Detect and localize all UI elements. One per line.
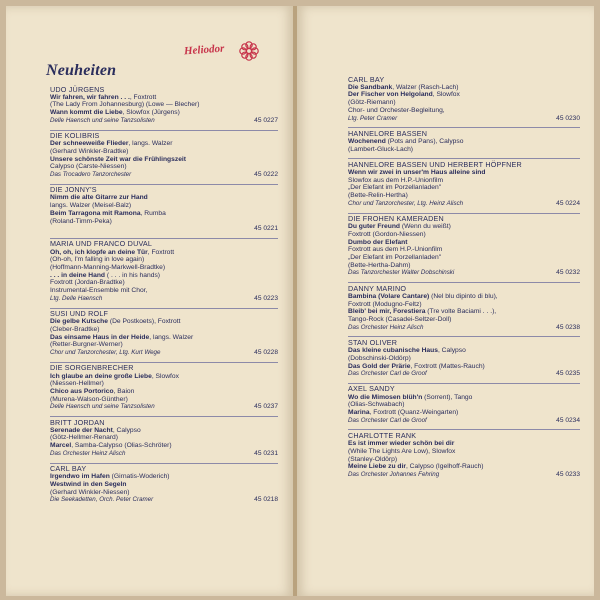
orchestra-line xyxy=(348,324,580,332)
release-entry xyxy=(348,336,580,378)
song-line xyxy=(50,109,278,117)
song-line xyxy=(348,293,580,301)
release-entry xyxy=(348,282,580,331)
song-details: (Niessen-Hellmer) xyxy=(50,380,104,388)
left-release-list xyxy=(50,84,278,509)
song-line xyxy=(50,434,278,442)
song-title: Beim Tarragona mit Ramona xyxy=(50,209,141,217)
song-line xyxy=(348,91,580,99)
artist-name: MARIA UND FRANCO DUVAL xyxy=(50,238,278,248)
song-line xyxy=(348,84,580,92)
song-details: (Tre volte Baciami . . .), xyxy=(425,308,497,316)
release-entry xyxy=(50,130,278,179)
artist-name: DIE FROHEN KAMERADEN xyxy=(348,213,580,223)
song-line xyxy=(50,287,278,295)
catalog-number: 45 0230 xyxy=(556,114,580,122)
song-title: Das kleine cubanische Haus xyxy=(348,347,438,355)
song-title: Serenade der Nacht xyxy=(50,426,113,434)
song-line xyxy=(50,427,278,435)
song-details: , Calypso (Igelhoff-Rauch) xyxy=(405,463,484,471)
song-line xyxy=(50,473,278,481)
song-title: Westwind in den Segeln xyxy=(50,480,127,488)
song-details: Foxtrott aus dem H.P.-Unionfilm xyxy=(348,246,443,254)
song-title: Oh, oh, ich klopfe an deine Tür xyxy=(50,248,148,256)
catalog-number: 45 0233 xyxy=(556,470,580,478)
song-line xyxy=(348,107,580,115)
song-title: Wenn wir zwei in unser'm Haus alleine sind xyxy=(348,169,486,177)
song-details: Foxtrott (Gordon-Niessen) xyxy=(348,230,426,238)
song-details: (Sorrent), Tango xyxy=(422,393,473,401)
song-details: Slowfox aus dem H.P.-Unionfilm xyxy=(348,176,444,184)
song-title: Wochenend xyxy=(348,137,386,145)
song-title: Dumbo der Elefant xyxy=(348,238,408,246)
song-details: (Dobschinski-Oldörp) xyxy=(348,354,411,362)
orchestra-name: Ltg. Peter Cramer xyxy=(348,114,398,122)
song-details: , langs. Walzer xyxy=(128,140,173,148)
song-details: (Oh-oh, I'm falling in love again) xyxy=(50,256,145,264)
song-line xyxy=(50,396,278,404)
artist-name: BRITT JORDAN xyxy=(50,416,278,426)
release-entry xyxy=(50,184,278,233)
song-line xyxy=(348,246,580,254)
song-line xyxy=(50,489,278,497)
song-title: Du guter Freund xyxy=(348,223,401,231)
song-line xyxy=(50,341,278,349)
artist-name: DIE KOLIBRIS xyxy=(50,130,278,140)
song-line xyxy=(50,380,278,388)
song-details: „Der Elefant im Porzellanladen" xyxy=(348,184,442,192)
song-line xyxy=(348,308,580,316)
release-entry xyxy=(50,308,278,357)
song-line xyxy=(50,163,278,171)
orchestra-name: Das Orchester Carl de Groof xyxy=(348,416,427,424)
song-details: (Gerhard Winkler-Bradtke) xyxy=(50,147,129,155)
song-details: (Cleber-Bradtke) xyxy=(50,325,100,333)
song-line xyxy=(348,192,580,200)
booklet-spine xyxy=(293,6,297,596)
release-entry xyxy=(50,238,278,303)
song-details: (Nel blu dipinto di blu), xyxy=(429,292,498,300)
song-details: , Calypso xyxy=(437,347,466,355)
song-details: , Walzer (Rasch-Lach) xyxy=(392,83,459,91)
song-title: Bleib' bei mir, Forestiera xyxy=(348,308,426,316)
song-line xyxy=(348,409,580,417)
song-details: (Murena-Walson-Günther) xyxy=(50,395,128,403)
song-line xyxy=(50,256,278,264)
catalog-number: 45 0223 xyxy=(254,294,278,302)
song-line xyxy=(348,456,580,464)
song-line xyxy=(50,272,278,280)
song-line xyxy=(348,394,580,402)
song-title: Die Sandbank xyxy=(348,83,393,91)
song-line xyxy=(50,334,278,342)
song-line xyxy=(348,363,580,371)
song-line xyxy=(50,202,278,210)
release-entry xyxy=(348,158,580,207)
song-title: . . . in deine Hand xyxy=(50,271,105,279)
song-details: , Slowfox xyxy=(151,372,179,380)
orchestra-name: Delle Haensch und seine Tanzsolisten xyxy=(50,116,155,124)
orchestra-line xyxy=(348,370,580,378)
song-line xyxy=(348,463,580,471)
song-line xyxy=(50,210,278,218)
song-details: (Stanley-Oldörp) xyxy=(348,455,398,463)
song-details: , Foxtrott (Quanz-Weingarten) xyxy=(369,409,459,417)
artist-name: AXEL SANDY xyxy=(348,383,580,393)
song-details: Calypso (Carste-Niessen) xyxy=(50,163,127,171)
song-details: Foxtrott (Jordan-Bradtke) xyxy=(50,279,125,287)
release-entry xyxy=(348,429,580,478)
song-line xyxy=(50,148,278,156)
song-line xyxy=(50,279,278,287)
song-line xyxy=(50,318,278,326)
orchestra-line xyxy=(348,471,580,479)
release-entry xyxy=(348,213,580,278)
song-title: Wann kommt die Liebe xyxy=(50,109,123,117)
song-details: (The Lady From Johannesburg) (Lowe — Blecher) xyxy=(50,101,200,109)
song-details: , langs. Walzer xyxy=(149,333,194,341)
song-details: Foxtrott (Modugno-Feltz) xyxy=(348,300,422,308)
release-entry xyxy=(50,84,278,125)
song-details: ( . . . in his hands) xyxy=(105,271,161,279)
orchestra-line xyxy=(50,171,278,179)
song-line xyxy=(50,101,278,109)
catalog-number: 45 0218 xyxy=(254,496,278,504)
catalog-number: 45 0231 xyxy=(254,449,278,457)
song-details: (Olias-Schwabach) xyxy=(348,401,405,409)
song-title: Meine Liebe zu dir xyxy=(348,463,406,471)
song-details: Chor- und Orchester-Begleitung, xyxy=(348,106,445,114)
song-title: Das Gold der Prärie xyxy=(348,362,411,370)
song-details: (Götz-Riemann) xyxy=(348,99,396,107)
orchestra-name: Das Orchester Johannes Fehring xyxy=(348,470,440,478)
song-title: Wir fahren, wir fahren . . . xyxy=(50,93,130,101)
song-details: (Bette-Relin-Hertha) xyxy=(348,192,408,200)
flower-logo-icon xyxy=(238,40,260,62)
orchestra-line xyxy=(348,200,580,208)
song-line xyxy=(50,194,278,202)
song-line xyxy=(348,138,580,146)
song-details: Tango-Rock (Casadei-Seltzer-Doll) xyxy=(348,315,452,323)
song-details: , Foxtrott (Mattes-Rauch) xyxy=(410,362,485,370)
orchestra-name: Chor und Tanzorchester, Ltg. Heinz Alisch xyxy=(348,199,464,207)
song-title: Der schneeweiße Flieder xyxy=(50,140,129,148)
release-entry xyxy=(348,74,580,122)
song-title: Unsere schönste Zeit war die Frühlingszeit xyxy=(50,155,187,163)
release-entry xyxy=(50,463,278,505)
song-details: (Girnatis-Woderich) xyxy=(109,473,170,481)
song-title: Bambina (Volare Cantare) xyxy=(348,292,430,300)
song-line xyxy=(348,184,580,192)
song-line xyxy=(348,223,580,231)
song-line xyxy=(50,264,278,272)
song-details: (Lambert-Gluck-Lach) xyxy=(348,145,414,153)
catalog-number: 45 0224 xyxy=(556,199,580,207)
song-line xyxy=(50,140,278,148)
orchestra-line xyxy=(50,295,278,303)
song-line xyxy=(50,481,278,489)
song-title: Der Fischer von Helgoland xyxy=(348,91,433,99)
song-line xyxy=(348,301,580,309)
song-line xyxy=(50,218,278,226)
orchestra-name: Die Seekadetten, Orch. Peter Cramer xyxy=(50,496,154,504)
artist-name: UDO JÜRGENS xyxy=(50,84,105,94)
orchestra-name: Chor und Tanzorchester, Ltg. Kurt Wege xyxy=(50,349,161,357)
song-title: Marina xyxy=(348,409,370,417)
song-details: (De Postkoets), Foxtrott xyxy=(107,318,181,326)
song-line xyxy=(348,239,580,247)
catalog-number: 45 0234 xyxy=(556,416,580,424)
orchestra-line xyxy=(50,450,278,458)
orchestra-line xyxy=(50,403,278,411)
artist-name: DIE JONNY'S xyxy=(50,184,278,194)
song-line xyxy=(348,316,580,324)
orchestra-line xyxy=(50,349,278,357)
song-details: (Gerhard Winkler-Niessen) xyxy=(50,488,130,496)
orchestra-line xyxy=(348,269,580,277)
song-line xyxy=(348,448,580,456)
song-title: Nimm die alte Gitarre zur Hand xyxy=(50,194,148,202)
catalog-number: 45 0222 xyxy=(254,171,278,179)
song-details: (Götz-Hellmer-Renard) xyxy=(50,434,119,442)
song-line xyxy=(50,156,278,164)
artist-name: CHARLOTTE RANK xyxy=(348,429,580,439)
song-details: (Retter-Burgner-Werner) xyxy=(50,341,123,349)
orchestra-name: Delle Haensch und seine Tanzsolisten xyxy=(50,403,155,411)
song-details: langs. Walzer (Meisel-Balz) xyxy=(50,202,132,210)
song-title: Irgendwo im Hafen xyxy=(50,473,110,481)
orchestra-name: Das Orchester Heinz Alisch xyxy=(50,449,126,457)
song-details: (Pots and Pans), Calypso xyxy=(385,137,464,145)
orchestra-line xyxy=(50,225,278,233)
artist-name: DANNY MARINO xyxy=(348,282,580,292)
song-line xyxy=(348,262,580,270)
song-details: (Wenn du weißt) xyxy=(400,223,451,231)
artist-name: DIE SORGENBRECHER xyxy=(50,362,278,372)
catalog-number: 45 0221 xyxy=(254,225,278,233)
orchestra-line xyxy=(50,117,278,125)
orchestra-name: Das Tanzorchester Walter Dobschinski xyxy=(348,269,455,277)
song-details: , Baion xyxy=(113,387,135,395)
catalog-number: 45 0237 xyxy=(254,403,278,411)
song-line xyxy=(50,442,278,450)
release-entry xyxy=(348,127,580,153)
song-title: Die gelbe Kutsche xyxy=(50,318,108,326)
song-line xyxy=(348,254,580,262)
song-line xyxy=(348,99,580,107)
song-title: Chico aus Portorico xyxy=(50,387,114,395)
song-title: Marcel xyxy=(50,442,72,450)
song-title: Wo die Mimosen blüh'n xyxy=(348,393,423,401)
song-line xyxy=(348,401,580,409)
song-line xyxy=(348,440,580,448)
song-title: Es ist immer wieder schön bei dir xyxy=(348,440,455,448)
song-line xyxy=(50,326,278,334)
release-entry xyxy=(50,362,278,411)
song-details: (Hoffmann-Manning-Markwell-Bradtke) xyxy=(50,264,166,272)
catalog-number: 45 0238 xyxy=(556,323,580,331)
song-line xyxy=(50,249,278,257)
song-line xyxy=(50,94,278,102)
song-details: , Slowfox (Jürgens) xyxy=(122,109,180,117)
song-line xyxy=(348,177,580,185)
artist-name: CARL BAY xyxy=(50,463,278,473)
song-details: Instrumental-Ensemble mit Chor, xyxy=(50,287,148,295)
artist-name: HANNELORE BASSEN xyxy=(348,127,580,137)
artist-name: CARL BAY xyxy=(348,74,385,84)
artist-name: SUSI UND ROLF xyxy=(50,308,278,318)
artist-name: HANNELORE BASSEN UND HERBERT HÖPFNER xyxy=(348,158,580,168)
song-details: , Calypso xyxy=(112,426,141,434)
orchestra-name: Das Orchester Heinz Alisch xyxy=(348,323,424,331)
song-line xyxy=(50,388,278,396)
song-details: (While The Lights Are Low), Slowfox xyxy=(348,447,456,455)
release-entry xyxy=(50,416,278,458)
song-line xyxy=(348,355,580,363)
song-details: , Foxtrott xyxy=(147,248,175,256)
song-line xyxy=(348,231,580,239)
song-details: „Der Elefant im Porzellanladen" xyxy=(348,254,442,262)
song-line xyxy=(348,146,580,154)
orchestra-name: Ltg. Delle Haensch xyxy=(50,294,103,302)
song-details: , Samba-Calypso (Olias-Schröter) xyxy=(71,442,172,450)
catalog-number: 45 0232 xyxy=(556,269,580,277)
song-details: , Slowfox xyxy=(432,91,460,99)
brand-logo: Heliodor xyxy=(183,42,225,58)
song-details: (Roland-Timm-Peka) xyxy=(50,217,112,225)
song-line xyxy=(348,347,580,355)
artist-name: STAN OLIVER xyxy=(348,336,580,346)
page-title: Neuheiten xyxy=(46,62,117,79)
orchestra-name: Das Trocadero Tanzorchester xyxy=(50,171,132,179)
orchestra-line xyxy=(348,115,580,123)
song-title: Das einsame Haus in der Heide xyxy=(50,333,150,341)
catalog-number: 45 0235 xyxy=(556,370,580,378)
song-title: Ich glaube an deine große Liebe xyxy=(50,372,152,380)
release-entry xyxy=(348,383,580,425)
orchestra-line xyxy=(348,417,580,425)
orchestra-name: Das Orchester Carl de Groof xyxy=(348,370,427,378)
song-details: , Foxtrott xyxy=(129,93,157,101)
song-line xyxy=(50,373,278,381)
catalog-number: 45 0228 xyxy=(254,349,278,357)
song-line xyxy=(348,169,580,177)
orchestra-line xyxy=(50,496,278,504)
song-details: , Rumba xyxy=(140,209,166,217)
catalog-number: 45 0227 xyxy=(254,116,278,124)
song-details: (Bette-Hertha-Dahm) xyxy=(348,261,411,269)
right-release-list xyxy=(348,74,580,484)
